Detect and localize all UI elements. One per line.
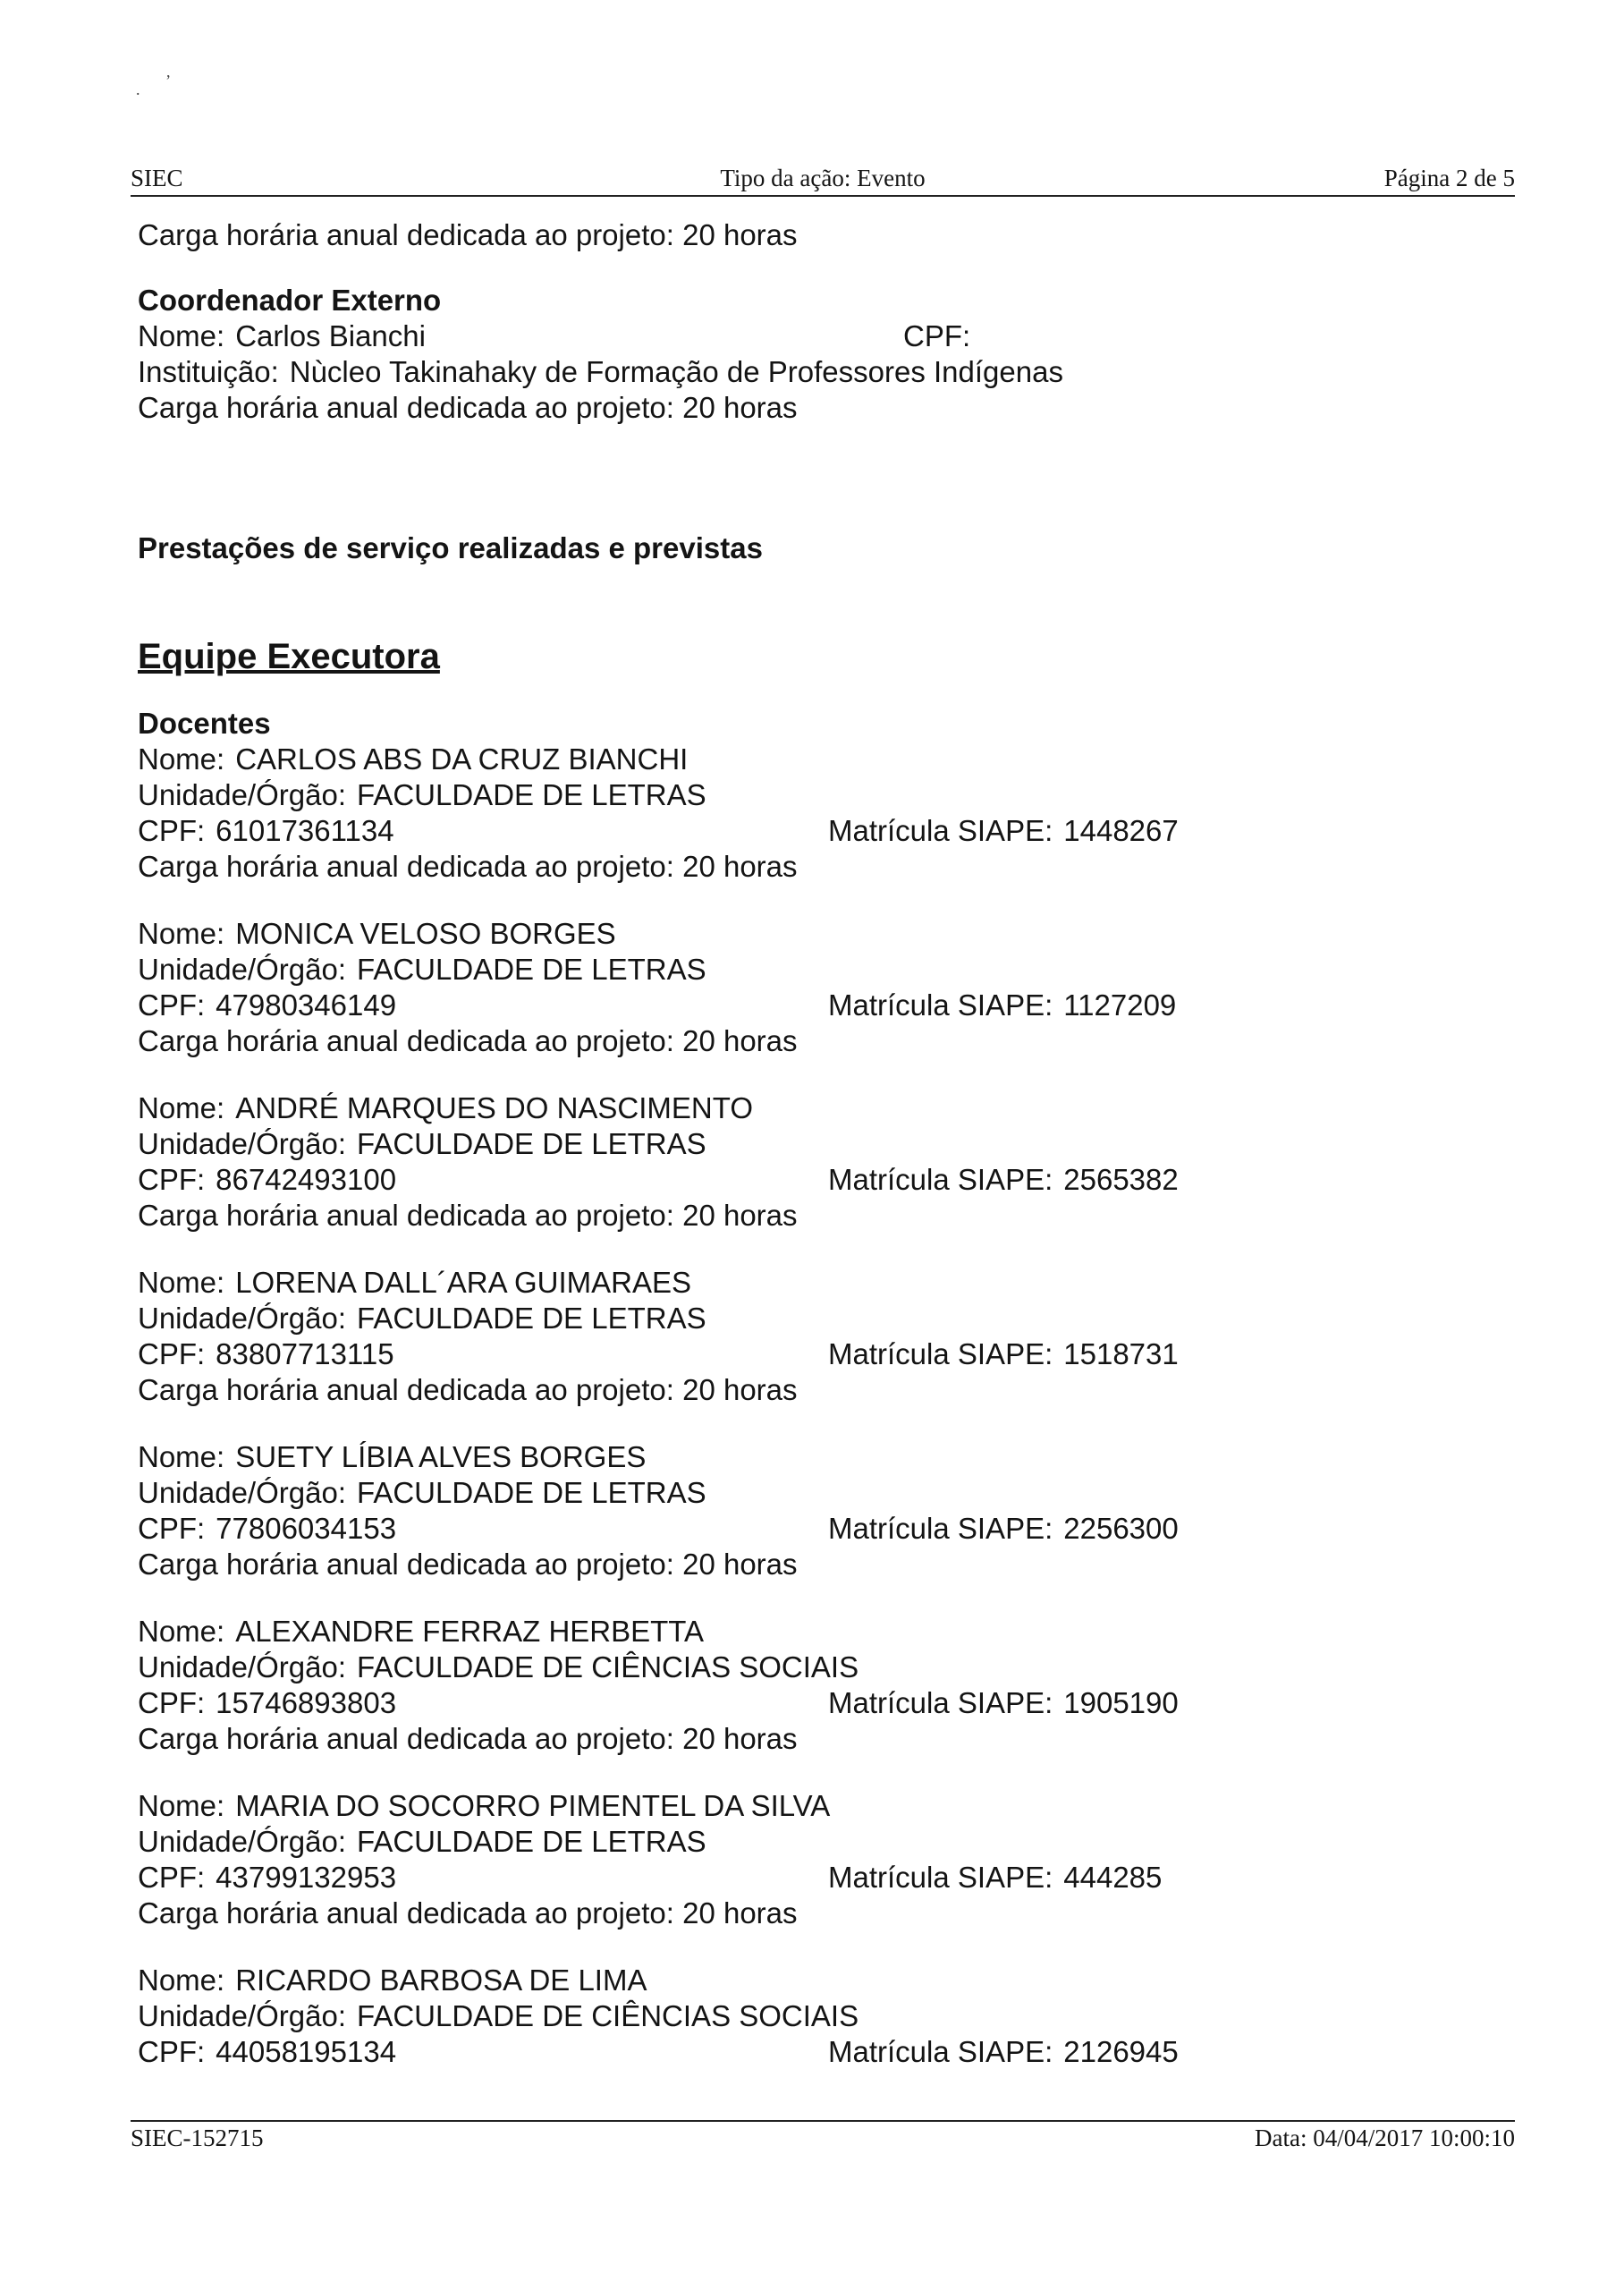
docente-cpf-line — [138, 2034, 396, 2070]
docente-nome-line — [138, 1788, 830, 1824]
hours-label: Carga horária anual dedicada ao projeto: — [138, 391, 674, 424]
nome-label: Nome: — [138, 1266, 225, 1299]
siape-label: Matrícula SIAPE: — [828, 1337, 1053, 1370]
docente-hours: 20 horas — [682, 850, 798, 883]
docente-cpf: 43799132953 — [216, 1861, 397, 1894]
docente-hours-line — [138, 1372, 798, 1408]
docente-hours-line — [138, 1198, 798, 1234]
docente-unidade: FACULDADE DE LETRAS — [356, 1825, 706, 1858]
docente-nome: ANDRÉ MARQUES DO NASCIMENTO — [235, 1091, 753, 1124]
page-header — [131, 163, 1515, 197]
docente-cpf-line — [138, 1511, 396, 1547]
docente-cpf-line — [138, 988, 396, 1023]
docente-siape: 2256300 — [1063, 1512, 1179, 1545]
docente-siape-line — [828, 1860, 1162, 1896]
docente-nome: LORENA DALL´ARA GUIMARAES — [235, 1266, 692, 1299]
docente-nome: RICARDO BARBOSA DE LIMA — [235, 1963, 647, 1997]
docente-cpf-line — [138, 1336, 394, 1372]
docente-unidade: FACULDADE DE LETRAS — [356, 1476, 706, 1509]
docente-nome: SUETY LÍBIA ALVES BORGES — [235, 1440, 647, 1473]
scan-speck: . — [136, 81, 140, 98]
docente-siape: 444285 — [1063, 1861, 1163, 1894]
docente-siape-line — [828, 1685, 1179, 1721]
unidade-label: Unidade/Órgão: — [138, 1302, 346, 1335]
docente-nome: MARIA DO SOCORRO PIMENTEL DA SILVA — [235, 1789, 831, 1822]
docente-siape-line — [828, 2034, 1179, 2070]
nome-label: Nome: — [138, 1789, 225, 1822]
cpf-label: CPF: — [138, 988, 206, 1022]
hours-label: Carga horária anual dedicada ao projeto: — [138, 218, 674, 251]
nome-label: Nome: — [138, 742, 225, 776]
docente-siape: 2565382 — [1063, 1163, 1179, 1196]
docente-nome-line — [138, 1439, 646, 1475]
coordenador-nome-line — [138, 318, 426, 354]
unidade-label: Unidade/Órgão: — [138, 1650, 346, 1684]
cpf-label: CPF: — [138, 1512, 206, 1545]
siape-label: Matrícula SIAPE: — [828, 1686, 1053, 1719]
docente-unidade-line — [138, 1126, 706, 1162]
coordenador-hours-line — [138, 390, 798, 426]
hours-label: Carga horária anual dedicada ao projeto: — [138, 1199, 674, 1232]
docente-hours-line — [138, 1896, 798, 1931]
docente-hours: 20 horas — [682, 1722, 798, 1755]
siape-label: Matrícula SIAPE: — [828, 814, 1053, 847]
nome-label: Nome: — [138, 917, 225, 950]
docente-hours-line — [138, 1721, 798, 1757]
unidade-label: Unidade/Órgão: — [138, 1476, 346, 1509]
top-hours-line — [138, 217, 798, 253]
siape-label: Matrícula SIAPE: — [828, 1861, 1053, 1894]
docente-nome-line — [138, 916, 616, 952]
cpf-label: CPF: — [138, 1337, 206, 1370]
docente-nome: CARLOS ABS DA CRUZ BIANCHI — [235, 742, 689, 776]
coordenador-instituicao-line — [138, 354, 1063, 390]
coordenador-instituicao: Nùcleo Takinahaky de Formação de Professores Indígenas — [289, 355, 1063, 388]
hours-label: Carga horária anual dedicada ao projeto: — [138, 850, 674, 883]
scan-speck: , — [166, 63, 171, 81]
docente-unidade: FACULDADE DE LETRAS — [356, 1127, 706, 1160]
docente-cpf: 83807713115 — [216, 1337, 394, 1370]
docente-hours-line — [138, 849, 798, 885]
docente-unidade: FACULDADE DE CIÊNCIAS SOCIAIS — [356, 1999, 859, 2032]
hours-label: Carga horária anual dedicada ao projeto: — [138, 1024, 674, 1057]
docente-cpf-line — [138, 1162, 396, 1198]
docente-unidade: FACULDADE DE CIÊNCIAS SOCIAIS — [356, 1650, 859, 1684]
docente-hours: 20 horas — [682, 1373, 798, 1406]
hours-label: Carga horária anual dedicada ao projeto: — [138, 1548, 674, 1581]
cpf-label: CPF: — [138, 1861, 206, 1894]
docente-unidade-line — [138, 777, 706, 813]
unidade-label: Unidade/Órgão: — [138, 1825, 346, 1858]
docente-nome-line — [138, 1090, 753, 1126]
docente-siape: 1127209 — [1063, 988, 1177, 1022]
docente-cpf: 86742493100 — [216, 1163, 397, 1196]
docente-hours: 20 horas — [682, 1896, 798, 1930]
docente-unidade-line — [138, 952, 706, 988]
docente-unidade-line — [138, 1998, 859, 2034]
docente-hours: 20 horas — [682, 1199, 798, 1232]
coordenador-cpf-label: CPF: — [903, 319, 971, 352]
hours-value: 20 horas — [682, 391, 798, 424]
docente-siape-line — [828, 1162, 1179, 1198]
header-action-type: Tipo da ação: Evento — [720, 165, 926, 191]
docente-hours: 20 horas — [682, 1024, 798, 1057]
hours-label: Carga horária anual dedicada ao projeto: — [138, 1373, 674, 1406]
docente-siape-line — [828, 1511, 1179, 1547]
footer-document-id: SIEC-152715 — [131, 2125, 264, 2151]
nome-label: Nome: — [138, 319, 225, 352]
docente-hours: 20 horas — [682, 1548, 798, 1581]
docente-siape: 1448267 — [1063, 814, 1179, 847]
docente-hours-line — [138, 1547, 798, 1582]
docente-unidade-line — [138, 1650, 859, 1685]
docente-unidade: FACULDADE DE LETRAS — [356, 778, 706, 811]
docente-unidade-line — [138, 1824, 706, 1860]
hours-value: 20 horas — [682, 218, 798, 251]
siape-label: Matrícula SIAPE: — [828, 1512, 1053, 1545]
docente-nome-line — [138, 1265, 691, 1301]
instituicao-label: Instituição: — [138, 355, 279, 388]
docente-nome: MONICA VELOSO BORGES — [235, 917, 616, 950]
docente-nome-line — [138, 742, 688, 777]
docente-cpf: 77806034153 — [216, 1512, 397, 1545]
coordenador-nome: Carlos Bianchi — [235, 319, 426, 352]
cpf-label: CPF: — [138, 814, 206, 847]
siape-label: Matrícula SIAPE: — [828, 988, 1053, 1022]
docente-unidade-line — [138, 1475, 706, 1511]
docente-siape: 1518731 — [1063, 1337, 1179, 1370]
hours-label: Carga horária anual dedicada ao projeto: — [138, 1722, 674, 1755]
nome-label: Nome: — [138, 1615, 225, 1648]
siape-label: Matrícula SIAPE: — [828, 1163, 1053, 1196]
page-footer — [131, 2120, 1515, 2152]
docente-cpf: 47980346149 — [216, 988, 397, 1022]
cpf-label: CPF: — [138, 1163, 206, 1196]
prestacoes-title: Prestações de serviço realizadas e previstas — [138, 531, 763, 564]
docente-hours-line — [138, 1023, 798, 1059]
docente-siape-line — [828, 1336, 1179, 1372]
footer-date: Data: 04/04/2017 10:00:10 — [1255, 2125, 1515, 2151]
docente-nome: ALEXANDRE FERRAZ HERBETTA — [235, 1615, 705, 1648]
docentes-title: Docentes — [138, 707, 271, 740]
docente-nome-line — [138, 1614, 704, 1650]
nome-label: Nome: — [138, 1963, 225, 1997]
nome-label: Nome: — [138, 1091, 225, 1124]
docente-cpf: 44058195134 — [216, 2035, 397, 2068]
docente-siape-line — [828, 988, 1176, 1023]
docente-unidade-line — [138, 1301, 706, 1336]
docente-unidade: FACULDADE DE LETRAS — [356, 953, 706, 986]
docente-siape: 2126945 — [1063, 2035, 1179, 2068]
unidade-label: Unidade/Órgão: — [138, 953, 346, 986]
docente-siape: 1905190 — [1063, 1686, 1179, 1719]
siape-label: Matrícula SIAPE: — [828, 2035, 1053, 2068]
cpf-label: CPF: — [138, 1686, 206, 1719]
unidade-label: Unidade/Órgão: — [138, 1999, 346, 2032]
unidade-label: Unidade/Órgão: — [138, 778, 346, 811]
docente-cpf: 61017361134 — [216, 814, 394, 847]
header-page-number: Página 2 de 5 — [1383, 165, 1515, 191]
docente-siape-line — [828, 813, 1179, 849]
cpf-label: CPF: — [138, 2035, 206, 2068]
docente-unidade: FACULDADE DE LETRAS — [356, 1302, 706, 1335]
header-system: SIEC — [131, 165, 183, 191]
unidade-label: Unidade/Órgão: — [138, 1127, 346, 1160]
docente-cpf-line — [138, 1860, 396, 1896]
hours-label: Carga horária anual dedicada ao projeto: — [138, 1896, 674, 1930]
coordenador-title: Coordenador Externo — [138, 284, 442, 317]
nome-label: Nome: — [138, 1440, 225, 1473]
equipe-title: Equipe Executora — [138, 637, 440, 676]
docente-cpf-line — [138, 1685, 396, 1721]
docente-cpf: 15746893803 — [216, 1686, 397, 1719]
docente-nome-line — [138, 1963, 647, 1998]
docente-cpf-line — [138, 813, 394, 849]
